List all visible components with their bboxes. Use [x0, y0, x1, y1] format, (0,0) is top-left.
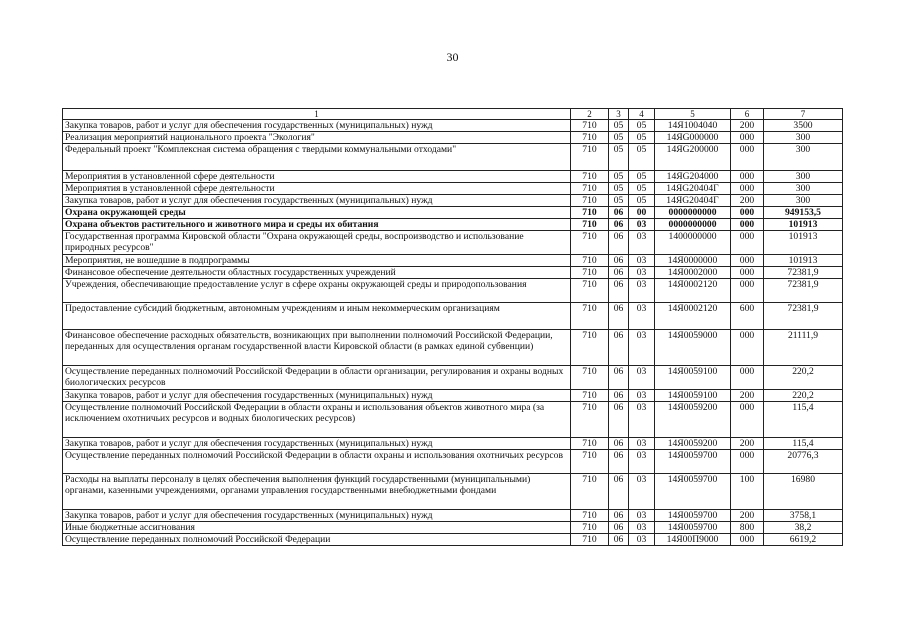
ministry-code-cell: 710: [571, 390, 609, 402]
section-cell: 05: [609, 195, 629, 207]
section-cell: 06: [609, 366, 629, 390]
amount-cell: 300: [764, 195, 843, 207]
table-row: [63, 474, 843, 510]
section-cell: 06: [609, 255, 629, 267]
amount-cell: 300: [764, 144, 843, 171]
amount-cell: 3758,1: [764, 510, 843, 522]
section-cell: 06: [609, 330, 629, 366]
amount-cell: 72381,9: [764, 267, 843, 279]
table-header: [63, 109, 843, 120]
subsection-cell: 03: [629, 450, 655, 474]
ministry-code-cell: 710: [571, 231, 609, 255]
amount-cell: 115,4: [764, 438, 843, 450]
ministry-code-cell: 710: [571, 438, 609, 450]
budget-table: [62, 108, 843, 546]
subsection-cell: 00: [629, 207, 655, 219]
section-cell: 06: [609, 450, 629, 474]
subsection-cell: 03: [629, 474, 655, 510]
target-article-cell: 14ЯG20404Г: [655, 183, 731, 195]
amount-cell: 115,4: [764, 402, 843, 438]
expense-name-cell: Осуществление полномочий Российской Федерации в области охраны и использования объектов животного мира (за исключением охотничьих ресурсов и водных биологических ресурсов): [63, 402, 571, 438]
amount-cell: 220,2: [764, 366, 843, 390]
amount-cell: 16980: [764, 474, 843, 510]
subsection-cell: 03: [629, 279, 655, 303]
amount-cell: 220,2: [764, 390, 843, 402]
amount-cell: 20776,3: [764, 450, 843, 474]
section-cell: 06: [609, 303, 629, 330]
ministry-code-cell: 710: [571, 183, 609, 195]
subsection-cell: 03: [629, 510, 655, 522]
target-article-cell: 14Я0002120: [655, 303, 731, 330]
column-header: 2: [571, 109, 609, 120]
amount-cell: 38,2: [764, 522, 843, 534]
column-header: 5: [655, 109, 731, 120]
table-row: [63, 438, 843, 450]
table-row: [63, 390, 843, 402]
expense-name-cell: Закупка товаров, работ и услуг для обеспечения государственных (муниципальных) нужд: [63, 510, 571, 522]
amount-cell: 101913: [764, 231, 843, 255]
subsection-cell: 03: [629, 438, 655, 450]
ministry-code-cell: 710: [571, 450, 609, 474]
target-article-cell: 14Я0059700: [655, 522, 731, 534]
section-cell: 05: [609, 171, 629, 183]
target-article-cell: 14ЯG20404Г: [655, 195, 731, 207]
subsection-cell: 03: [629, 219, 655, 231]
subsection-cell: 05: [629, 195, 655, 207]
section-cell: 05: [609, 183, 629, 195]
table-row: [63, 183, 843, 195]
expense-type-cell: 000: [731, 231, 764, 255]
section-cell: 06: [609, 522, 629, 534]
amount-cell: 300: [764, 171, 843, 183]
table-row: [63, 255, 843, 267]
expense-name-cell: Финансовое обеспечение деятельности областных государственных учреждений: [63, 267, 571, 279]
ministry-code-cell: 710: [571, 279, 609, 303]
expense-type-cell: 000: [731, 450, 764, 474]
target-article-cell: 14ЯG204000: [655, 171, 731, 183]
target-article-cell: 14Я0059200: [655, 402, 731, 438]
expense-type-cell: 200: [731, 438, 764, 450]
target-article-cell: 14Я0059700: [655, 510, 731, 522]
table-row: [63, 366, 843, 390]
section-cell: 05: [609, 144, 629, 171]
expense-name-cell: Реализация мероприятий национального проекта "Экология": [63, 132, 571, 144]
expense-type-cell: 600: [731, 303, 764, 330]
amount-cell: 72381,9: [764, 279, 843, 303]
amount-cell: 300: [764, 132, 843, 144]
expense-name-cell: Охрана окружающей среды: [63, 207, 571, 219]
target-article-cell: 14Я0059000: [655, 330, 731, 366]
ministry-code-cell: 710: [571, 171, 609, 183]
target-article-cell: 14Я00П9000: [655, 534, 731, 546]
subsection-cell: 05: [629, 183, 655, 195]
section-cell: 06: [609, 510, 629, 522]
table-row: [63, 120, 843, 132]
expense-type-cell: 200: [731, 510, 764, 522]
target-article-cell: 0000000000: [655, 207, 731, 219]
table-body: [63, 120, 843, 546]
expense-name-cell: Мероприятия, не вошедшие в подпрограммы: [63, 255, 571, 267]
ministry-code-cell: 710: [571, 219, 609, 231]
expense-name-cell: Финансовое обеспечение расходных обязательств, возникающих при выполнении полномочий Российской Федерации, переданных для осуществления органам государственной власти Кировской области (в рамках единой субвенции): [63, 330, 571, 366]
table-row: [63, 267, 843, 279]
expense-type-cell: 000: [731, 330, 764, 366]
ministry-code-cell: 710: [571, 402, 609, 438]
table-row: [63, 303, 843, 330]
section-cell: 06: [609, 438, 629, 450]
expense-type-cell: 000: [731, 255, 764, 267]
subsection-cell: 03: [629, 366, 655, 390]
expense-type-cell: 000: [731, 402, 764, 438]
column-header: 3: [609, 109, 629, 120]
table-row: [63, 219, 843, 231]
target-article-cell: 14ЯG200000: [655, 144, 731, 171]
expense-type-cell: 200: [731, 390, 764, 402]
target-article-cell: 14Я0059100: [655, 366, 731, 390]
subsection-cell: 05: [629, 132, 655, 144]
expense-type-cell: 000: [731, 279, 764, 303]
subsection-cell: 03: [629, 267, 655, 279]
expense-name-cell: Предоставление субсидий бюджетным, автономным учреждениям и иным некоммерческим организациям: [63, 303, 571, 330]
expense-type-cell: 000: [731, 183, 764, 195]
subsection-cell: 03: [629, 534, 655, 546]
section-cell: 06: [609, 390, 629, 402]
ministry-code-cell: 710: [571, 132, 609, 144]
target-article-cell: 14ЯG000000: [655, 132, 731, 144]
subsection-cell: 05: [629, 120, 655, 132]
section-cell: 06: [609, 534, 629, 546]
expense-type-cell: 000: [731, 144, 764, 171]
expense-name-cell: Мероприятия в установленной сфере деятельности: [63, 183, 571, 195]
section-cell: 06: [609, 279, 629, 303]
amount-cell: 3500: [764, 120, 843, 132]
section-cell: 06: [609, 474, 629, 510]
expense-name-cell: Государственная программа Кировской области "Охрана окружающей среды, воспроизводство и использование природных ресурсов": [63, 231, 571, 255]
amount-cell: 300: [764, 183, 843, 195]
table-row: [63, 132, 843, 144]
section-cell: 06: [609, 231, 629, 255]
ministry-code-cell: 710: [571, 474, 609, 510]
ministry-code-cell: 710: [571, 510, 609, 522]
expense-name-cell: Мероприятия в установленной сфере деятельности: [63, 171, 571, 183]
expense-type-cell: 000: [731, 171, 764, 183]
target-article-cell: 14Я0059200: [655, 438, 731, 450]
ministry-code-cell: 710: [571, 534, 609, 546]
ministry-code-cell: 710: [571, 267, 609, 279]
expense-name-cell: Осуществление переданных полномочий Российской Федерации: [63, 534, 571, 546]
column-header: 1: [63, 109, 571, 120]
amount-cell: 21111,9: [764, 330, 843, 366]
section-cell: 06: [609, 219, 629, 231]
section-cell: 06: [609, 267, 629, 279]
header-row: [63, 109, 843, 120]
expense-name-cell: Федеральный проект "Комплексная система обращения с твердыми коммунальными отходами": [63, 144, 571, 171]
section-cell: 05: [609, 120, 629, 132]
page-number: 30: [446, 50, 459, 64]
table-row: [63, 402, 843, 438]
target-article-cell: 14Я0059700: [655, 450, 731, 474]
expense-name-cell: Охрана объектов растительного и животного мира и среды их обитания: [63, 219, 571, 231]
expense-name-cell: Учреждения, обеспечивающие предоставление услуг в сфере охраны окружающей среды и природопользования: [63, 279, 571, 303]
expense-type-cell: 200: [731, 195, 764, 207]
ministry-code-cell: 710: [571, 120, 609, 132]
expense-name-cell: Осуществление переданных полномочий Российской Федерации в области охраны и использования охотничьих ресурсов: [63, 450, 571, 474]
ministry-code-cell: 710: [571, 522, 609, 534]
target-article-cell: 14Я0059700: [655, 474, 731, 510]
column-header: 4: [629, 109, 655, 120]
ministry-code-cell: 710: [571, 207, 609, 219]
table-row: [63, 534, 843, 546]
expense-name-cell: Закупка товаров, работ и услуг для обеспечения государственных (муниципальных) нужд: [63, 390, 571, 402]
target-article-cell: 0000000000: [655, 219, 731, 231]
target-article-cell: 14Я0002000: [655, 267, 731, 279]
expense-type-cell: 000: [731, 366, 764, 390]
subsection-cell: 03: [629, 522, 655, 534]
table-row: [63, 330, 843, 366]
target-article-cell: 14Я1004040: [655, 120, 731, 132]
expense-type-cell: 000: [731, 219, 764, 231]
amount-cell: 6619,2: [764, 534, 843, 546]
ministry-code-cell: 710: [571, 303, 609, 330]
target-article-cell: 14Я0059100: [655, 390, 731, 402]
table-row: [63, 450, 843, 474]
amount-cell: 101913: [764, 255, 843, 267]
amount-cell: 949153,5: [764, 207, 843, 219]
expense-type-cell: 200: [731, 120, 764, 132]
subsection-cell: 03: [629, 330, 655, 366]
column-header: 7: [764, 109, 843, 120]
section-cell: 06: [609, 207, 629, 219]
expense-type-cell: 000: [731, 132, 764, 144]
section-cell: 06: [609, 402, 629, 438]
subsection-cell: 03: [629, 231, 655, 255]
target-article-cell: 14Я0000000: [655, 255, 731, 267]
subsection-cell: 03: [629, 402, 655, 438]
table-row: [63, 195, 843, 207]
ministry-code-cell: 710: [571, 330, 609, 366]
target-article-cell: 1400000000: [655, 231, 731, 255]
expense-type-cell: 000: [731, 207, 764, 219]
expense-name-cell: Закупка товаров, работ и услуг для обеспечения государственных (муниципальных) нужд: [63, 438, 571, 450]
table-row: [63, 510, 843, 522]
expense-name-cell: Осуществление переданных полномочий Российской Федерации в области организации, регулирования и охраны водных биологических ресурсов: [63, 366, 571, 390]
subsection-cell: 03: [629, 255, 655, 267]
table-row: [63, 171, 843, 183]
expense-name-cell: Закупка товаров, работ и услуг для обеспечения государственных (муниципальных) нужд: [63, 120, 571, 132]
subsection-cell: 03: [629, 303, 655, 330]
expense-name-cell: Расходы на выплаты персоналу в целях обеспечения выполнения функций государственными (муниципальными) органами, казенными учреждениями, органами управления государственными внебюджетными фондами: [63, 474, 571, 510]
expense-type-cell: 800: [731, 522, 764, 534]
ministry-code-cell: 710: [571, 366, 609, 390]
table-row: [63, 207, 843, 219]
column-header: 6: [731, 109, 764, 120]
expense-name-cell: Иные бюджетные ассигнования: [63, 522, 571, 534]
section-cell: 05: [609, 132, 629, 144]
table-row: [63, 522, 843, 534]
ministry-code-cell: 710: [571, 255, 609, 267]
amount-cell: 72381,9: [764, 303, 843, 330]
amount-cell: 101913: [764, 219, 843, 231]
subsection-cell: 05: [629, 171, 655, 183]
subsection-cell: 03: [629, 390, 655, 402]
ministry-code-cell: 710: [571, 144, 609, 171]
expense-type-cell: 000: [731, 267, 764, 279]
target-article-cell: 14Я0002120: [655, 279, 731, 303]
subsection-cell: 05: [629, 144, 655, 171]
expense-type-cell: 100: [731, 474, 764, 510]
expense-name-cell: Закупка товаров, работ и услуг для обеспечения государственных (муниципальных) нужд: [63, 195, 571, 207]
table-row: [63, 279, 843, 303]
table-row: [63, 144, 843, 171]
expense-type-cell: 000: [731, 534, 764, 546]
ministry-code-cell: 710: [571, 195, 609, 207]
table-row: [63, 231, 843, 255]
